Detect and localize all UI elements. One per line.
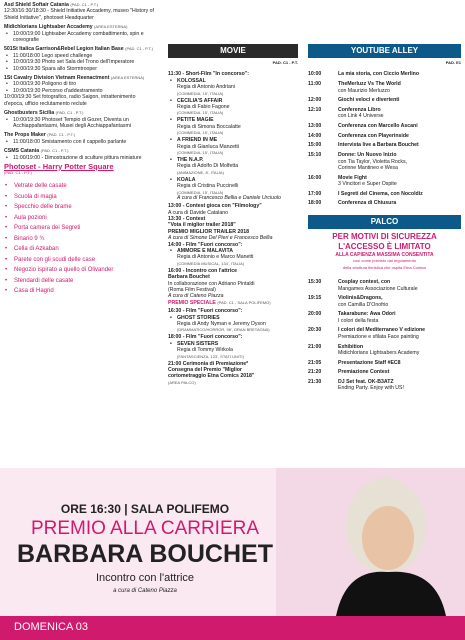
event-line: TheMerluzz Vs The World (338, 81, 401, 88)
exhibitor-entry (4, 110, 154, 129)
palco-row (308, 379, 461, 392)
photoset-item: • Scuola di magia (4, 192, 154, 203)
event-description (338, 295, 461, 308)
youtube-row (308, 107, 461, 120)
palco-row (308, 279, 461, 292)
event-description (338, 279, 461, 292)
event-line: con Link 4 Universe (338, 113, 384, 120)
schedule-line: Barbara Bouchet (168, 274, 210, 281)
photoset-item: • Casa di Hagrid (4, 286, 154, 297)
film-entry (168, 117, 298, 135)
film-entry (168, 315, 298, 333)
event-line: Giochi veloci e divertenti (338, 97, 400, 104)
event-description (338, 152, 461, 171)
schedule-line: In collaborazione con Adriano Pintaldi (168, 280, 255, 287)
youtube-row (308, 200, 461, 206)
palco-header: PALCO (308, 215, 461, 229)
event-description (338, 107, 461, 120)
guests-column (4, 2, 154, 297)
time-label: 15:30 (308, 279, 322, 286)
event-description (338, 327, 461, 340)
exhibitor-name: Midichlorians Lightsaber Accademy (4, 24, 93, 31)
palco-row (308, 295, 461, 308)
youtube-location-tag: PAD. E1 (445, 60, 461, 65)
photoset-item: • Specchio delle brame (4, 202, 154, 213)
special-award-tag: (PAD. C1 - SALA POLIFEMO) (217, 299, 271, 305)
block-title: 11:30 - Short-Film "In concorso": (168, 71, 250, 78)
exhibitor-tag: (PAD. C1 - P.T.) (47, 132, 76, 138)
film-title: • PETITE MAGIE (168, 117, 298, 123)
event-line: Exhibition (338, 343, 364, 350)
time-label: 13:00 (308, 123, 322, 130)
schedule-line: PREMIO MIGLIOR TRAILER 2018 (168, 228, 249, 235)
time-label: 12:10 (308, 106, 322, 113)
schedule-line: 13:00 - Contest gioca con "Filmology" (168, 203, 262, 210)
event-line: I Segreti del Cinema, con Nocoldiz (338, 190, 423, 197)
film-entry (168, 341, 298, 359)
schedule-line: A cura di Cateno Piazza (168, 293, 224, 300)
palco-row (308, 311, 461, 324)
exhibitor-name: 1St Cavalry Division Vietnam Reenactment (4, 75, 110, 82)
event-line: Donne: Un Nuovo Inizio (338, 152, 397, 159)
exhibitor-entry (4, 148, 154, 161)
block-title: 18:00 - Film "Fuori concorso": (168, 334, 243, 341)
film-director: Regia di Antonio e Marco Manetti (177, 254, 254, 261)
event-line: DJ Set feat. OK-B3ATZ (338, 379, 394, 386)
activity-item: • 11:00/18:00 Lego speed challenge (4, 53, 154, 59)
film-director: Regia di Tommy Wirkola (177, 347, 233, 354)
exhibitor-entry (4, 75, 154, 107)
event-description (338, 200, 461, 206)
youtube-row (308, 97, 461, 103)
youtube-row (308, 71, 461, 77)
time-label: 19:15 (308, 295, 322, 302)
photoset-item: • Stendardi delle casate (4, 276, 154, 287)
activity-item: • 10:00/19:30 Poligono di tiro (4, 81, 154, 87)
palco-row (308, 360, 461, 366)
schedule-line: 14:00 - Film "Fuori concorso": (168, 241, 243, 248)
youtube-row (308, 152, 461, 171)
film-director: Regia di Cristina Puccinelli (177, 183, 239, 190)
event-line: con Camilla D'Onofrio (338, 301, 389, 308)
movie-schedule (168, 71, 298, 384)
event-line: Conferenza di Chiusura (338, 200, 397, 207)
time-label: 16:00 (308, 174, 322, 181)
film-entry (168, 177, 298, 201)
event-description (338, 344, 461, 357)
schedule-line: 21:00 Cerimonia di Premiazione* (168, 360, 249, 367)
film-meta: (FANTASCIENZA, 123', STATI UNITI) (177, 353, 244, 359)
event-description (338, 133, 461, 139)
exhibitor-tag: (AREA ESTERNA) (94, 24, 128, 30)
exhibitor-tag: (AREA ESTERNA) (110, 75, 145, 81)
event-time-venue: ORE 16:30 | SALA POLIFEMO (60, 502, 230, 516)
time-label: 20:30 (308, 327, 322, 334)
time-label: 17:00 (308, 190, 322, 197)
film-director: Regia di Fabio Fagone (177, 104, 230, 111)
film-entry (168, 98, 298, 116)
photoset-title: Photoset - Harry Potter Square (4, 161, 114, 171)
activity-item: • 10:00/19:30 Spara allo Stormtrooper (4, 66, 154, 72)
event-line: Premiazione e sfilata Face painting (338, 333, 419, 340)
palco-row (308, 369, 461, 375)
activity-item: • 10:00/19:30 Photo set Sala del Trono dell'Imperatore (4, 59, 154, 65)
activity-item: • 11:00/19:00 - Dimostrazione di sculture pittura miniature (4, 155, 154, 161)
film-meta: (DRAMMATICO/HORROR, 98', GRAN BRETAGNA) (177, 327, 270, 333)
notice-line-1: PER MOTIVI DI SICUREZZA (332, 231, 437, 241)
time-label: 15:10 (308, 152, 322, 159)
youtube-schedule (308, 71, 461, 206)
event-line: Corinne Mantineo e Wesa (338, 164, 398, 171)
exhibitor-tag: (PAD. C1 - P.T.) (125, 46, 153, 52)
exhibitor-name: Ghostbusters Sicilia (4, 110, 55, 117)
schedule-line: cortometraggio Etna Comics 2018" (168, 373, 255, 380)
film-title: • KOLOSSAL (168, 78, 298, 84)
event-description (338, 191, 461, 197)
exhibitor-name: 501St Italica Garrison&Rebel Legion Italian Base (4, 46, 124, 53)
event-description (338, 379, 461, 392)
film-title: • AMMORE E MALAVITA (168, 248, 298, 254)
actress-name: BARBARA BOUCHET (16, 540, 273, 568)
event-line: Conferenza con Marcello Ascani (338, 123, 418, 130)
event-line: Conferenza con Playerinside (338, 132, 409, 139)
photoset-item: • Porta camera dei Segreti (4, 223, 154, 234)
event-line: 3 Vincitori e Super Ospite (338, 181, 397, 188)
youtube-row (308, 133, 461, 139)
schedule-line: Consegna del Premio "Miglior (168, 367, 242, 374)
film-title: • GHOST STORIES (168, 315, 298, 321)
palco-row (308, 327, 461, 340)
movie-column (168, 44, 298, 385)
exhibitor-name: CSMS Catania (4, 148, 40, 155)
photoset-item: • Vetrate delle casate (4, 181, 154, 192)
exhibitor-entry (4, 2, 154, 21)
movie-location-tag: PAD. C1 - P.T. (272, 60, 298, 65)
film-meta: (COMMEDIA, 15', ITALIA) (177, 130, 224, 136)
event-subtitle: Incontro con l'attrice (95, 572, 195, 584)
event-line: Intervista live a Barbara Bouchet (338, 142, 419, 149)
time-label: 15:00 (308, 142, 322, 149)
film-meta: (COMMEDIA, 15', ITALIA) (177, 189, 224, 195)
film-title: • THE N.A.P. (168, 157, 298, 163)
exhibitor-name: Asd Shield Softair Catania (4, 2, 69, 8)
photoset-item: • Parete con gli scudi delle case (4, 255, 154, 266)
photoset-item: • Cella di Azkaban (4, 244, 154, 255)
event-line: Violinis&Dragons, (338, 295, 383, 302)
event-curator: a cura di Cateno Piazza (113, 588, 177, 594)
event-line: Midichlorians Lightsabers Academy (338, 349, 420, 356)
special-award (168, 300, 298, 306)
event-line: Conferenza Libro (338, 106, 381, 113)
palco-schedule (308, 279, 461, 392)
youtube-row (308, 81, 461, 94)
youtube-header: YOUTUBE ALLEY (308, 44, 461, 58)
film-director: Regia di Antonio Andriani (177, 84, 235, 91)
time-label: 10:00 (308, 71, 322, 78)
exhibitor-entry (4, 132, 154, 145)
film-director: Regia di Andy Nyman e Jeremy Dyson (177, 321, 266, 327)
event-description (338, 142, 461, 148)
event-description (338, 311, 461, 324)
film-meta: (COMMEDIA, 15', ITALIA) (177, 90, 224, 96)
film-entry (168, 157, 298, 175)
palco-notice (308, 232, 461, 271)
event-line: I colori del Mediterraneo V edizione (338, 327, 426, 334)
time-label: 21:05 (308, 359, 322, 366)
event-line: Premiazione Contest (338, 369, 390, 376)
event-line: Presentazione Staff #EC8 (338, 359, 401, 366)
schedule-line: A cura di Davide Catalano (168, 209, 228, 216)
time-label: 18:00 (308, 200, 322, 207)
photoset-item: • Negozio ispirato a quello di Olivander (4, 265, 154, 276)
youtube-row (308, 175, 461, 188)
film-entry (168, 78, 298, 96)
film-director: Regia di Simona Boccalatte (177, 123, 241, 130)
photoset-list (4, 181, 154, 297)
film-meta: (COMMEDIA MUSICAL, 134', ITALIA) (177, 260, 245, 266)
event-description (338, 369, 461, 375)
activity-item: • 10:00/19:30 Photoset Tempio di Gozer, Diventa un Acchiappafantasmi, Musei degli Acchiappafantasmi (4, 117, 154, 130)
youtube-row (308, 123, 461, 129)
day-label: DOMENICA 03 (14, 621, 88, 633)
activity-line: 12:30/16:30/18:30 - Shield Initiative Accademy, museo "History of Shield Initiative", photoset Headquarter (4, 8, 154, 21)
film-title: • SEVEN SISTERS (168, 341, 298, 347)
event-banner (0, 468, 465, 640)
exhibitor-tag: (PAD. C1 - P.T.) (70, 2, 99, 7)
event-description (338, 175, 461, 188)
film-meta: (ANIMAZIONE, 8', ITALIA) (177, 169, 224, 175)
film-meta: (COMMEDIA, 15', ITALIA) (177, 150, 224, 156)
schedule-line: 13:30 - Contest (168, 215, 206, 222)
notice-line-3: ALLA CAPIENZA MASSIMA CONSENTITA (335, 251, 434, 258)
film-director: Regia di Adolfo Di Molfetta (177, 163, 239, 170)
time-label: 11:00 (308, 81, 321, 88)
activity-item: • 10:00/19:00 Lightsaber Accademy combattimento, spin e coreografie (4, 31, 154, 44)
event-line: Cosplay contest, con (338, 279, 391, 286)
schedule-line: (Roma Film Festival) (168, 286, 216, 293)
exhibitor-entry (4, 46, 154, 72)
film-entry (168, 137, 298, 155)
event-line: Mangames Associazione Culturale (338, 285, 418, 292)
film-meta: (COMMEDIA, 15', ITALIA) (177, 110, 224, 116)
photoset-item: • Aula pozioni (4, 213, 154, 224)
exhibitor-entry (4, 24, 154, 43)
time-label: 21:20 (308, 369, 322, 376)
youtube-row (308, 191, 461, 197)
actress-portrait (276, 468, 465, 616)
schedule-line: (AREA PALCO) (168, 379, 196, 385)
time-label: 21:30 (308, 379, 322, 386)
event-description (338, 81, 461, 94)
film-title: • KOALA (168, 177, 298, 183)
exhibitor-name: The Props Maker (4, 132, 46, 139)
award-title: PREMIO ALLA CARRIERA (30, 518, 260, 539)
schedule-line: 16:00 - Incontro con l'attrice (168, 267, 237, 274)
photoset-item: • Binario 9 ¾ (4, 234, 154, 245)
film-title: • A FRIEND IN ME (168, 137, 298, 143)
film-title: • CECILIA'S AFFAIR (168, 98, 298, 104)
event-line: Ending Party. Enjoy with US! (338, 385, 404, 392)
time-label: 14:00 (308, 132, 322, 139)
film-entry (168, 248, 298, 266)
film-director: Regia di Gianluca Manzetti (177, 143, 239, 150)
notice-line-4: così come previsto dal regolamento (352, 258, 417, 264)
notice-line-2: L'ACCESSO È LIMITATO (338, 241, 431, 251)
palco-row (308, 344, 461, 357)
photoset-tag: (PAD. C1 - P.T.) (4, 170, 32, 176)
special-award-label: PREMIO SPECIALE (168, 299, 216, 306)
notice-line-5: della struttura fieristica che ospita Etna Comics (342, 264, 427, 270)
schedule-line: "Vota il miglior trailer 2018" (168, 222, 236, 229)
event-description (338, 97, 461, 103)
youtube-column (308, 44, 461, 395)
activity-line: 10:00/19:30 Set fotografico, radio Saigon, intrattenimento d'epoca, ufficio reclutamento reclute (4, 94, 136, 107)
time-label: 12:00 (308, 97, 322, 104)
activity-item: • 10:00/19:30 Percorso d'addestramento (4, 88, 154, 94)
time-label: 20:00 (308, 311, 322, 318)
event-line: con Maurizio Merluzzo (338, 87, 390, 94)
movie-header: MOVIE (168, 44, 298, 58)
film-curator: A cura di Francesco Bellia e Daniele Urciuolo (177, 194, 281, 201)
event-description (338, 360, 461, 366)
exhibitor-tag: (PAD. C1 - P.T.) (55, 110, 84, 116)
youtube-row (308, 142, 461, 148)
time-label: 21:00 (308, 343, 322, 350)
activity-item: • 11:00/18:00 Smistamento con il cappello parlante (4, 139, 154, 145)
exhibitor-tag: (PAD. C1 - P.T.) (40, 148, 69, 154)
event-line: La mia storia, con Ciccio Merlino (338, 71, 420, 78)
event-line: Movie Fight (338, 174, 367, 181)
event-line: con Tia Taylor, Violetta Rocks, (338, 158, 408, 165)
schedule-line: A cura di Simone Del Pieri e Francesco Bellia (168, 235, 273, 242)
event-line: Takarabune: Awa Odori (338, 311, 396, 318)
event-description (338, 71, 461, 77)
block-title: 16:30 - Film "Fuori concorso": (168, 308, 243, 315)
event-line: I colori della festa (338, 317, 379, 324)
event-description (338, 123, 461, 129)
